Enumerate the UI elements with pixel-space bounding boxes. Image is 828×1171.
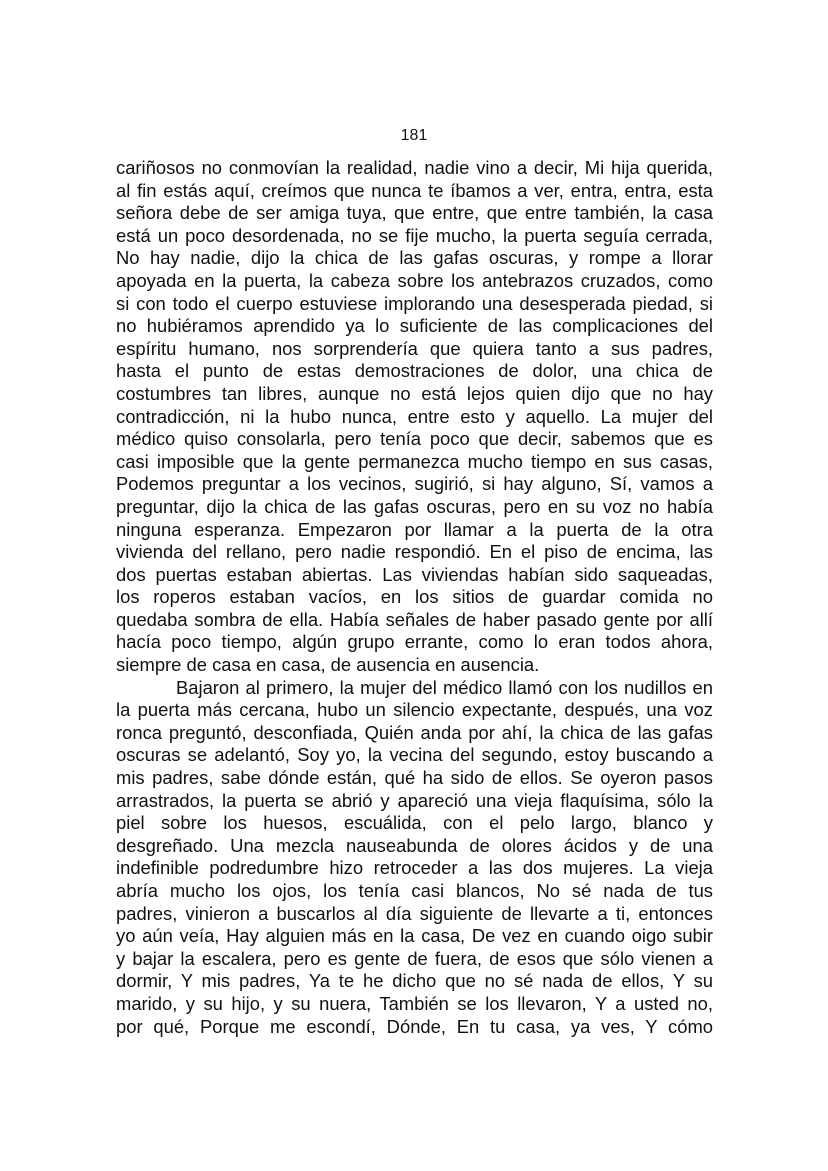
text-line: dos puertas estaban abiertas. Las viviendas habían sido saqueadas,	[116, 563, 713, 585]
text-line: mis padres, sabe dónde están, qué ha sido de ellos. Se oyeron pasos	[116, 767, 713, 789]
text-line: indefinible podredumbre hizo retroceder a las dos mujeres. La vieja	[116, 857, 713, 879]
text-line: dormir, Y mis padres, Ya te he dicho que no sé nada de ellos, Y su	[116, 970, 713, 992]
text-line: desgreñado. Una mezcla nauseabunda de olores ácidos y de una	[116, 834, 713, 856]
text-line: siempre de casa en casa, de ausencia en ausencia.	[116, 654, 540, 676]
text-line: espíritu humano, nos sorprendería que quiera tanto a sus padres,	[116, 337, 713, 359]
page-number: 181	[400, 127, 428, 144]
text-line: si con todo el cuerpo estuviese implorando una desesperada piedad, si	[116, 292, 713, 314]
text-line: padres, vinieron a buscarlos al día siguiente de llevarte a ti, entonces	[116, 902, 713, 924]
text-line: arrastrados, la puerta se abrió y apareció una vieja flaquísima, sólo la	[116, 789, 713, 811]
text-line: al fin estás aquí, creímos que nunca te íbamos a ver, entra, entra, esta	[116, 179, 713, 201]
text-line: hasta el punto de estas demostraciones de dolor, una chica de	[116, 360, 713, 382]
text-line: piel sobre los huesos, escuálida, con el pelo largo, blanco y	[116, 812, 713, 834]
text-line: por qué, Porque me escondí, Dónde, En tu casa, ya ves, Y cómo	[116, 1015, 713, 1037]
body-text	[116, 157, 713, 1038]
text-line: marido, y su hijo, y su nuera, También se los llevaron, Y a usted no,	[116, 992, 713, 1014]
text-line: preguntar, dijo la chica de las gafas oscuras, pero en su voz no había	[116, 495, 713, 517]
text-line: hacía poco tiempo, algún grupo errante, como lo eran todos ahora,	[116, 631, 713, 653]
text-line: apoyada en la puerta, la cabeza sobre los antebrazos cruzados, como	[116, 269, 713, 291]
text-line: cariñosos no conmovían la realidad, nadie vino a decir, Mi hija querida,	[116, 157, 713, 178]
text-line: No hay nadie, dijo la chica de las gafas oscuras, y rompe a llorar	[116, 247, 713, 269]
text-line: médico quiso consolarla, pero tenía poco que decir, sabemos que es	[116, 428, 713, 450]
text-line: quedaba sombra de ella. Había señales de haber pasado gente por allí	[116, 608, 713, 630]
text-line: señora debe de ser amiga tuya, que entre, que entre también, la casa	[116, 202, 713, 224]
text-line: vivienda del rellano, pero nadie respondió. En el piso de encima, las	[116, 541, 713, 563]
text-line: y bajar la escalera, pero es gente de fuera, de esos que sólo vienen a	[116, 947, 713, 969]
paragraph	[116, 157, 713, 677]
text-line: no hubiéramos aprendido ya lo suficiente de las complicaciones del	[116, 315, 713, 337]
text-line: Podemos preguntar a los vecinos, sugirió, si hay alguno, Sí, vamos a	[116, 473, 713, 495]
text-line: costumbres tan libres, aunque no está lejos quien dijo que no hay	[116, 382, 713, 404]
text-line: los roperos estaban vacíos, en los sitios de guardar comida no	[116, 586, 713, 608]
text-line: ronca preguntó, desconfiada, Quién anda por ahí, la chica de las gafas	[116, 721, 713, 743]
text-line: abría mucho los ojos, los tenía casi blancos, No sé nada de tus	[116, 880, 713, 901]
text-line: la puerta más cercana, hubo un silencio expectante, después, una voz	[116, 699, 713, 721]
text-line: contradicción, ni la hubo nunca, entre esto y aquello. La mujer del	[116, 405, 713, 427]
text-line: está un poco desordenada, no se fije mucho, la puerta seguía cerrada,	[116, 224, 713, 246]
text-line: yo aún veía, Hay alguien más en la casa, De vez en cuando oigo subir	[116, 925, 713, 947]
paragraph	[116, 677, 713, 1039]
text-line: Bajaron al primero, la mujer del médico llamó con los nudillos en	[176, 676, 713, 698]
text-line: casi imposible que la gente permanezca mucho tiempo en sus casas,	[116, 450, 713, 472]
text-line: oscuras se adelantó, Soy yo, la vecina del segundo, estoy buscando a	[116, 744, 713, 766]
text-line: ninguna esperanza. Empezaron por llamar a la puerta de la otra	[116, 518, 713, 540]
